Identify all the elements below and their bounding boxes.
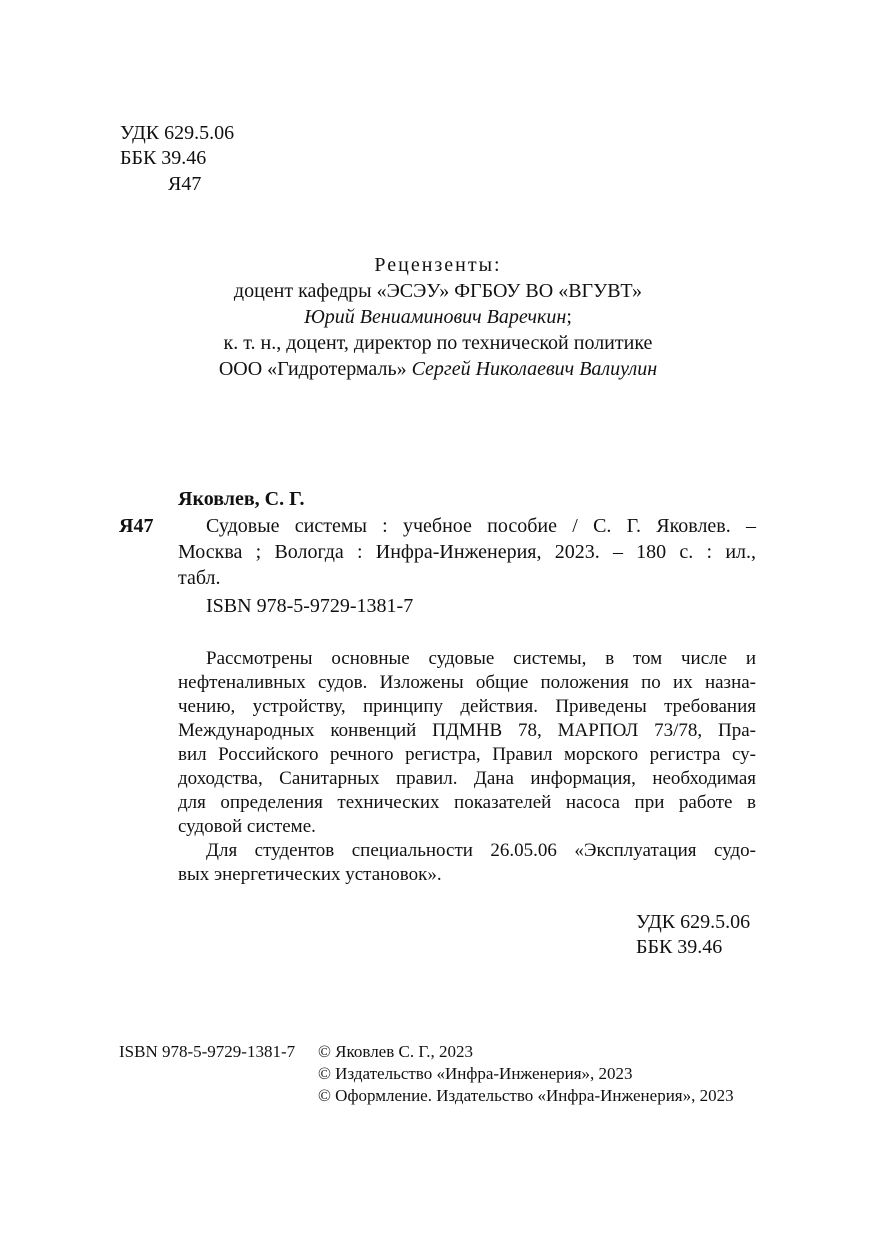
isbn-record: ISBN 978-5-9729-1381-7 [206, 595, 414, 617]
reviewer-1-separator: ; [566, 306, 572, 328]
reviewers-line-3: к. т. н., доцент, директор по технической политике [223, 332, 653, 354]
description-line-3: табл. [178, 567, 221, 589]
reviewer-2-org: ООО «Гидротермаль» [218, 358, 412, 380]
audience-line: Для студентов специальности 26.05.06 «Эксплуатация судо- [206, 840, 756, 861]
abstract-line: нефтеналивных судов. Изложены общие положения по их назна- [178, 672, 756, 693]
reviewer-2 [0, 357, 876, 381]
abstract-line: чению, устройству, принципу действия. Приведены требования [178, 696, 756, 717]
udk-bottom: УДК 629.5.06 [636, 911, 751, 933]
abstract-line: судовой системе. [178, 816, 316, 837]
audience-line: вых энергетических установок». [178, 864, 442, 885]
isbn-copyright: ISBN 978-5-9729-1381-7 [119, 1042, 296, 1061]
description-line-1: Судовые системы : учебное пособие / С. Г. Яковлев. – [206, 515, 756, 537]
abstract-line: Международных конвенций ПДМНВ 78, МАРПОЛ 73/78, Пра- [178, 720, 756, 741]
udk-top: УДК 629.5.06 [120, 122, 235, 144]
bbk-top: ББК 39.46 [120, 147, 207, 169]
copyright-line: © Издательство «Инфра-Инженерия», 2023 [318, 1064, 633, 1083]
copyright-line: © Яковлев С. Г., 2023 [318, 1042, 474, 1061]
author-heading: Яковлев, С. Г. [178, 488, 305, 510]
abstract-line: Рассмотрены основные судовые системы, в том числе и [206, 648, 756, 669]
reviewer-1 [0, 305, 876, 329]
copyright-line: © Оформление. Издательство «Инфра-Инженерия», 2023 [318, 1086, 734, 1105]
author-mark: Я47 [119, 515, 154, 537]
abstract-line: для определения технических показателей насоса при работе в [178, 792, 756, 813]
description-line-2: Москва ; Вологда : Инфра-Инженерия, 2023. – 180 с. : ил., [178, 541, 756, 563]
reviewers-heading: Рецензенты: [374, 254, 502, 276]
reviewer-2-name: Сергей Николаевич Валиулин [411, 358, 658, 380]
abstract-line: доходства, Санитарных правил. Дана информация, необходимая [178, 768, 756, 789]
author-mark-top: Я47 [168, 173, 202, 195]
abstract-line: вил Российского речного регистра, Правил морского регистра су- [178, 744, 756, 765]
bbk-bottom: ББК 39.46 [636, 936, 723, 958]
reviewer-1-name: Юрий Вениаминович Варечкин [304, 306, 567, 328]
reviewers-line-1: доцент кафедры «ЭСЭУ» ФГБОУ ВО «ВГУВТ» [233, 280, 643, 302]
